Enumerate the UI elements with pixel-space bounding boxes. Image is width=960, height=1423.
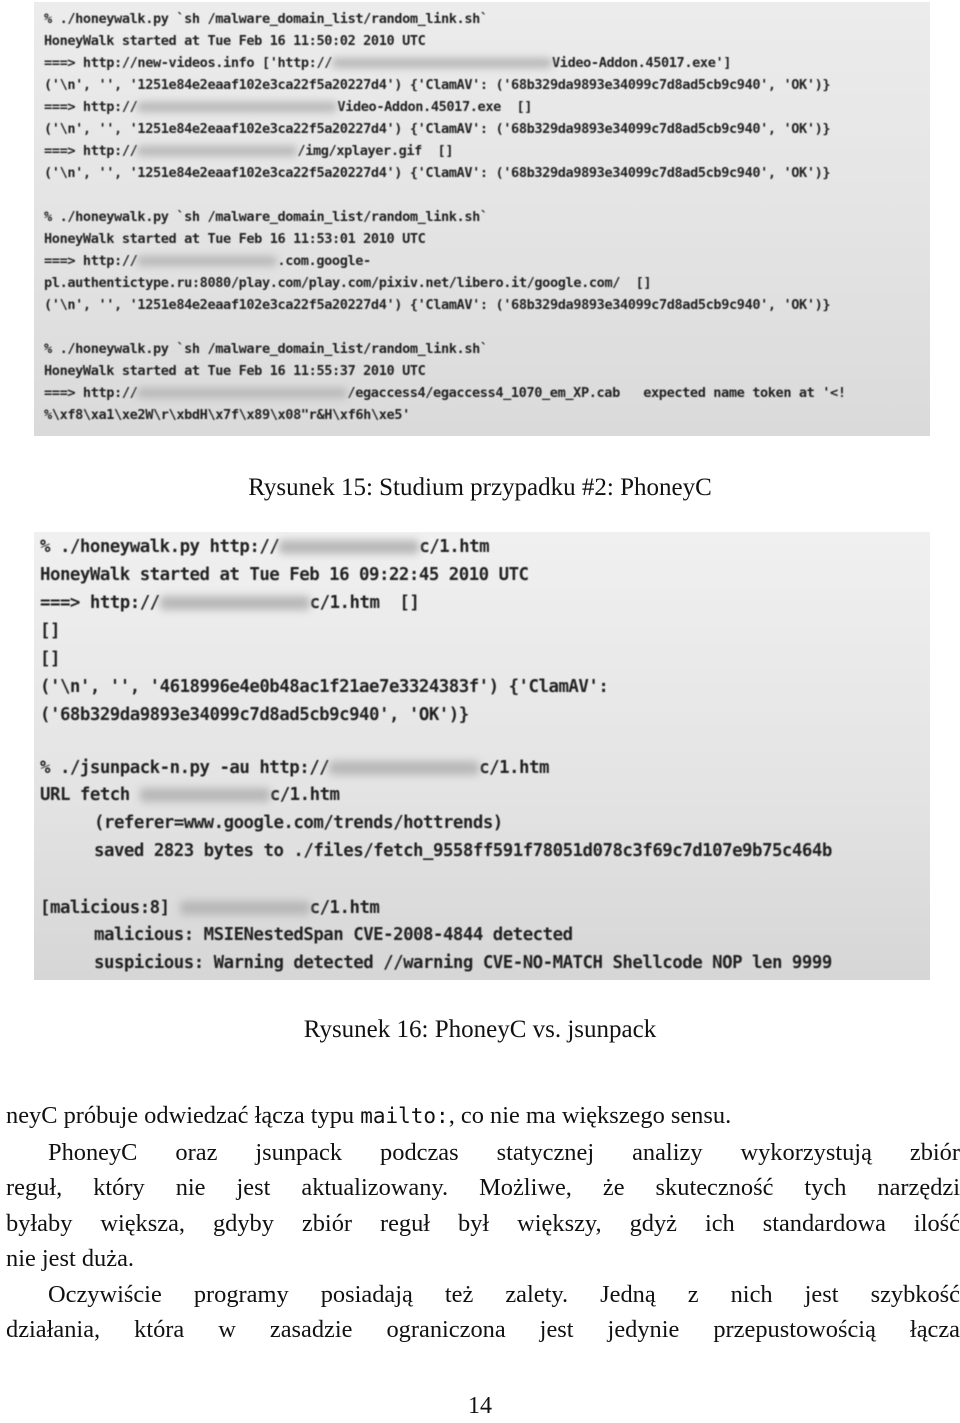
- redacted-text: [332, 58, 552, 69]
- terminal-line: (referer=www.google.com/trends/hottrends): [94, 813, 503, 833]
- redacted-text: [137, 256, 277, 267]
- redacted-text: [137, 102, 337, 113]
- terminal-line: [malicious:8] c/1.htm: [40, 898, 380, 918]
- figure-caption-15: Rysunek 15: Studium przypadku #2: PhoneyC: [248, 474, 712, 501]
- page-number: 14: [468, 1393, 492, 1419]
- figure-caption-16: Rysunek 16: PhoneyC vs. jsunpack: [303, 1016, 657, 1043]
- terminal-line: pl.authentictype.ru:8080/play.com/play.com/pixiv.net/libero.it/google.com/ []: [44, 275, 652, 291]
- paragraph: [6, 1277, 960, 1348]
- terminal-line: URL fetch c/1.htm: [40, 785, 340, 805]
- redacted-text: [137, 146, 297, 157]
- terminal-line: % ./jsunpack-n.py -au http:// c/1.htm: [40, 758, 549, 778]
- terminal-line: ===> http:// /egaccess4/egaccess4_1070_em_XP.cab expected name token at '<!: [44, 385, 846, 401]
- terminal-line: HoneyWalk started at Tue Feb 16 11:53:01 2010 UTC: [44, 231, 426, 247]
- terminal-line: % ./honeywalk.py `sh /malware_domain_list/random_link.sh`: [44, 209, 488, 225]
- text-line: reguł, który nie jest aktualizowany. Możliwe, że skuteczność tych narzędzi: [6, 1174, 960, 1201]
- text-line: działania, która w zasadzie ograniczona jest jedynie przepustowością łącza: [6, 1316, 960, 1343]
- terminal-line: % ./honeywalk.py `sh /malware_domain_list/random_link.sh`: [44, 11, 488, 27]
- terminal-line: ('\n', '', '1251e84e2eaaf102e3ca22f5a20227d4') {'ClamAV': ('68b329da9893e34099c7d8ad5cb9c940', 'OK')}: [44, 121, 831, 137]
- terminal-line: ===> http:// Video-Addon.45017.exe []: [44, 99, 533, 115]
- paragraph: [6, 1135, 960, 1277]
- redacted-text: [140, 788, 270, 802]
- redacted-text: [137, 388, 347, 399]
- redacted-text: [180, 901, 310, 915]
- terminal-line: ===> http:// .com.google-: [44, 253, 371, 269]
- redacted-text: [160, 596, 310, 610]
- terminal-line: ('68b329da9893e34099c7d8ad5cb9c940', 'OK')}: [40, 705, 469, 725]
- body-text: [6, 1098, 960, 1348]
- terminal-line: malicious: MSIENestedSpan CVE-2008-4844 detected: [94, 925, 573, 945]
- text-line: nie jest duża.: [6, 1245, 135, 1272]
- terminal-line: saved 2823 bytes to ./files/fetch_9558ff591f78051d078c3f69c7d107e9b75c464b: [94, 841, 832, 861]
- terminal-line: []: [40, 621, 60, 641]
- terminal-line: %\xf8\xa1\xe2W\r\xbdH\x7f\x89\x08"r&H\xf6h\xe5': [44, 407, 410, 423]
- terminal-line: ('\n', '', '1251e84e2eaaf102e3ca22f5a20227d4') {'ClamAV': ('68b329da9893e34099c7d8ad5cb9c940', 'OK')}: [44, 165, 831, 181]
- paragraph: neyC próbuje odwiedzać łącza typu mailto:, co nie ma większego sensu.: [6, 1102, 732, 1129]
- terminal-line: ===> http://new-videos.info ['http:// Video-Addon.45017.exe']: [44, 55, 732, 71]
- redacted-text: [279, 540, 419, 554]
- terminal-line: % ./honeywalk.py http:// c/1.htm: [40, 537, 490, 557]
- text-line: byłaby większa, gdyby zbiór reguł był większy, gdyż ich standardowa ilość: [6, 1209, 960, 1237]
- inline-code: mailto:: [360, 1104, 449, 1128]
- text-line: PhoneyC oraz jsunpack podczas statycznej analizy wykorzystują zbiór: [48, 1138, 960, 1166]
- terminal-line: ('\n', '', '4618996e4e0b48ac1f21ae7e3324383f') {'ClamAV':: [40, 677, 609, 697]
- terminal-line: suspicious: Warning detected //warning CVE-NO-MATCH Shellcode NOP len 9999: [94, 953, 832, 973]
- redacted-text: [329, 761, 479, 775]
- terminal-line: ('\n', '', '1251e84e2eaaf102e3ca22f5a20227d4') {'ClamAV': ('68b329da9893e34099c7d8ad5cb9c940', 'OK')}: [44, 297, 831, 313]
- terminal-line: ===> http:// /img/xplayer.gif []: [44, 143, 454, 159]
- figure-jsunpack-screenshot: [34, 532, 930, 980]
- figure-phoneyc-screenshot: [34, 2, 930, 436]
- terminal-line: ('\n', '', '1251e84e2eaaf102e3ca22f5a20227d4') {'ClamAV': ('68b329da9893e34099c7d8ad5cb9c940', 'OK')}: [44, 77, 831, 93]
- terminal-line: ===> http:// c/1.htm []: [40, 593, 420, 613]
- terminal-line: HoneyWalk started at Tue Feb 16 11:50:02 2010 UTC: [44, 33, 426, 49]
- text-line: Oczywiście programy posiadają też zalety. Jedną z nich jest szybkość: [48, 1280, 960, 1308]
- terminal-line: HoneyWalk started at Tue Feb 16 11:55:37 2010 UTC: [44, 363, 426, 379]
- terminal-line: []: [40, 649, 60, 669]
- terminal-line: HoneyWalk started at Tue Feb 16 09:22:45 2010 UTC: [40, 565, 529, 585]
- terminal-line: % ./honeywalk.py `sh /malware_domain_list/random_link.sh`: [44, 341, 488, 357]
